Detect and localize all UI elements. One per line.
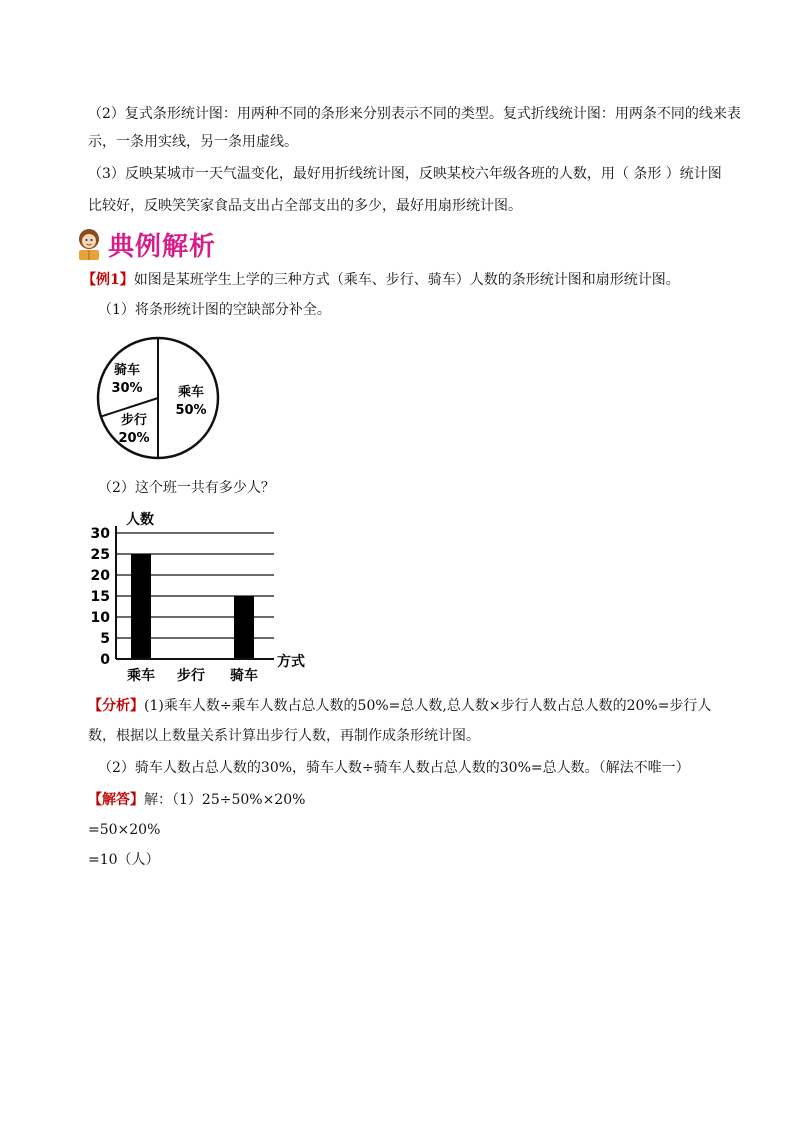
x-axis-category-labels bbox=[127, 667, 258, 684]
banner-title: 典例解析 bbox=[108, 231, 217, 262]
pie-pct-bus: 50% bbox=[175, 403, 207, 418]
y-tick-label: 0 bbox=[100, 652, 110, 668]
question-1: （1）将条形统计图的空缺部分补全。 bbox=[98, 302, 331, 318]
girl-reading-icon bbox=[74, 226, 104, 262]
answer-line-1 bbox=[88, 790, 305, 810]
y-tick-label: 10 bbox=[90, 610, 110, 626]
analysis-line-1 bbox=[88, 696, 711, 716]
analysis-tag: 【分析】 bbox=[88, 698, 144, 714]
x-category-label: 骑车 bbox=[230, 668, 258, 684]
example-1-statement bbox=[82, 270, 680, 290]
x-category-label: 乘车 bbox=[127, 668, 155, 684]
answer-line-3: =10（人） bbox=[88, 852, 160, 868]
bars bbox=[131, 554, 254, 659]
x-axis-label: 方式 bbox=[277, 654, 305, 670]
paragraph-3-line-2: 比较好，反映笑笑家食品支出占全部支出的多少，最好用扇形统计图。 bbox=[88, 198, 522, 214]
bar-chart bbox=[86, 506, 316, 690]
pie-label-bus: 乘车 bbox=[177, 385, 205, 400]
x-category-label: 步行 bbox=[177, 668, 205, 684]
answer-tag: 【解答】 bbox=[88, 792, 144, 808]
paragraph-3-line-1: （3）反映某城市一天气温变化，最好用折线统计图，反映某校六年级各班的人数，用（ 条形 ）统计图 bbox=[88, 166, 722, 182]
paragraph-2-line-2: 示，一条用实线，另一条用虚线。 bbox=[88, 134, 298, 150]
y-tick-label: 30 bbox=[90, 526, 110, 542]
y-tick-label: 5 bbox=[100, 631, 110, 647]
y-axis-label: 人数 bbox=[126, 512, 154, 528]
pie-label-walk: 步行 bbox=[120, 413, 148, 428]
analysis-line-3: （2）骑车人数占总人数的30%，骑车人数÷骑车人数占总人数的30%=总人数。（解法不唯一） bbox=[98, 760, 690, 776]
answer-text-1: 解：（1）25÷50%×20% bbox=[144, 792, 306, 808]
y-tick-label: 25 bbox=[90, 547, 110, 563]
y-axis-tick-labels bbox=[91, 526, 111, 668]
pie-label-bike: 骑车 bbox=[113, 363, 141, 378]
bar-2 bbox=[234, 596, 254, 659]
question-2: （2）这个班一共有多少人？ bbox=[98, 480, 275, 496]
analysis-text-1: (1)乘车人数÷乘车人数占总人数的50%=总人数,总人数×步行人数占总人数的20%=步行人 bbox=[144, 698, 712, 714]
pie-chart bbox=[94, 336, 224, 460]
analysis-line-2: 数，根据以上数量关系计算出步行人数，再制作成条形统计图。 bbox=[88, 728, 480, 744]
y-tick-label: 15 bbox=[90, 589, 110, 605]
paragraph-2-line-1: （2）复式条形统计图：用两种不同的条形来分别表示不同的类型。复式折线统计图：用两条不同的线来表 bbox=[88, 106, 741, 122]
pie-pct-walk: 20% bbox=[118, 431, 150, 446]
bar-0 bbox=[131, 554, 151, 659]
answer-line-2: =50×20% bbox=[88, 822, 161, 838]
section-banner bbox=[74, 224, 216, 264]
y-tick-label: 20 bbox=[90, 568, 110, 584]
example-text: 如图是某班学生上学的三种方式（乘车、步行、骑车）人数的条形统计图和扇形统计图。 bbox=[133, 272, 680, 288]
example-tag: 【例1】 bbox=[82, 272, 134, 288]
pie-pct-bike: 30% bbox=[111, 381, 143, 396]
